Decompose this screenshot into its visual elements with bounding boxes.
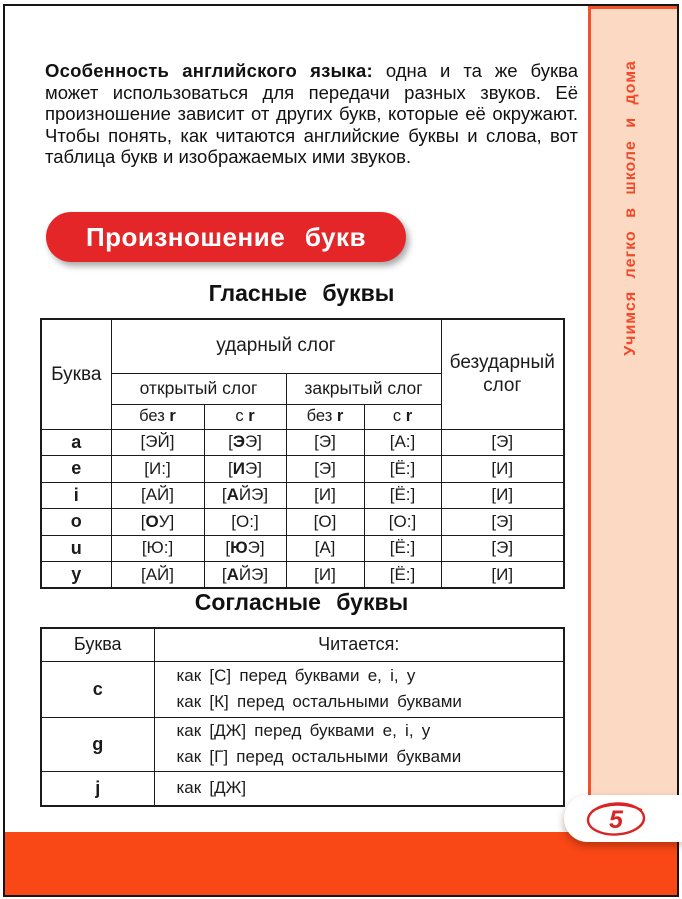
pronunciation-cell: [АЙЭ] [204,562,286,589]
vowel-row-e [41,456,564,483]
pronunciation-cell: [О] [286,509,364,536]
vowel-letter: o [41,509,111,536]
vowels-header-stressed: ударный слог [111,319,441,373]
pronunciation-cell: [Ё:] [364,482,441,509]
pronunciation-cell: [А:] [364,429,441,456]
pronunciation-badge [46,212,406,262]
consonant-row-c [41,661,564,717]
pronunciation-cell: [Э] [286,456,364,483]
consonant-letter: g [41,717,154,771]
vowels-header-without-r: без r [286,404,364,429]
pronunciation-cell: [О:] [204,509,286,536]
vowels-header-letter: Буква [41,319,111,429]
pronunciation-cell: [Э] [441,429,564,456]
reading-line: как [Г] перед остальными буквами [176,747,462,766]
pronunciation-cell: [ИЭ] [204,456,286,483]
pronunciation-cell: [ЭЭ] [204,429,286,456]
bottom-bar [5,832,677,895]
intro-lead: Особенность английского языка: [45,60,373,81]
consonants-header-reads: Читается: [154,628,564,661]
reading-line: как [ДЖ] перед буквами e, i, y [176,721,431,740]
pronunciation-cell: [И] [441,482,564,509]
consonant-letter: j [41,771,154,806]
pronunciation-badge-label: Произношение букв [85,221,367,252]
pronunciation-cell: [И] [286,482,364,509]
pronunciation-cell: [О:] [364,509,441,536]
page-number-pill [564,795,682,842]
vowels-table [40,318,565,589]
intro-text: одна и та же буква может использоваться для передачи разных звуков. Её произношение зависит от других букв, которые её окружают. Чтобы понять, как читаются английские буквы и слова, вот таблица букв и изображаемых ими звуков. [45,60,578,168]
consonants-title: Согласные буквы [194,589,409,615]
circled-number-icon [580,798,652,839]
consonant-reading [154,717,564,771]
pronunciation-cell: [Э] [441,535,564,562]
pronunciation-cell: [И] [441,456,564,483]
pronunciation-cell: [Ю:] [111,535,204,562]
vowel-letter: e [41,456,111,483]
pronunciation-cell: [Э] [441,509,564,536]
pronunciation-cell: [А] [286,535,364,562]
vowels-header-with-r: с r [204,404,286,429]
pronunciation-cell: [Ё:] [364,535,441,562]
pronunciation-cell: [Ё:] [364,562,441,589]
consonant-row-j [41,771,564,806]
vowels-header-unstressed: безударный слог [441,319,564,429]
pronunciation-cell: [ЭЙ] [111,429,204,456]
vowel-row-o [41,509,564,536]
vowels-header-open-syllable: открытый слог [111,373,286,404]
vowel-row-y [41,562,564,589]
vowels-header-closed-syllable: закрытый слог [286,373,441,404]
vowel-row-i [41,482,564,509]
sidebar-slogan-wrap [585,0,677,416]
pronunciation-cell: [АЙ] [111,562,204,589]
pronunciation-cell: [ОУ] [111,509,204,536]
reading-line: как [ДЖ] [176,778,247,798]
pronunciation-cell: [Ё:] [364,456,441,483]
consonants-table [40,627,565,807]
vowel-letter: u [41,535,111,562]
vowels-header-without-r: без r [111,404,204,429]
reading-line: как [С] перед буквами e, i, y [176,666,416,685]
pronunciation-cell: [Э] [286,429,364,456]
consonant-row-g [41,717,564,771]
vowel-row-u [41,535,564,562]
pronunciation-cell: [И:] [111,456,204,483]
intro-paragraph [45,60,578,168]
consonant-reading [154,771,564,806]
pronunciation-cell: [ЮЭ] [204,535,286,562]
consonant-reading [154,661,564,717]
consonants-header-letter: Буква [41,628,154,661]
sidebar-slogan: Учимся легко в школе и дома [622,60,639,356]
reading-line: как [К] перед остальными буквами [176,692,462,711]
consonant-letter: c [41,661,154,717]
pronunciation-cell: [И] [441,562,564,589]
vowel-letter: a [41,429,111,456]
vowel-letter: i [41,482,111,509]
pronunciation-cell: [И] [286,562,364,589]
vowel-letter: y [41,562,111,589]
vowel-row-a [41,429,564,456]
pronunciation-cell: [АЙЭ] [204,482,286,509]
vowels-header-with-r: с r [364,404,441,429]
page-number: 5 [609,806,623,834]
pronunciation-cell: [АЙ] [111,482,204,509]
vowels-title: Гласные буквы [208,280,395,306]
